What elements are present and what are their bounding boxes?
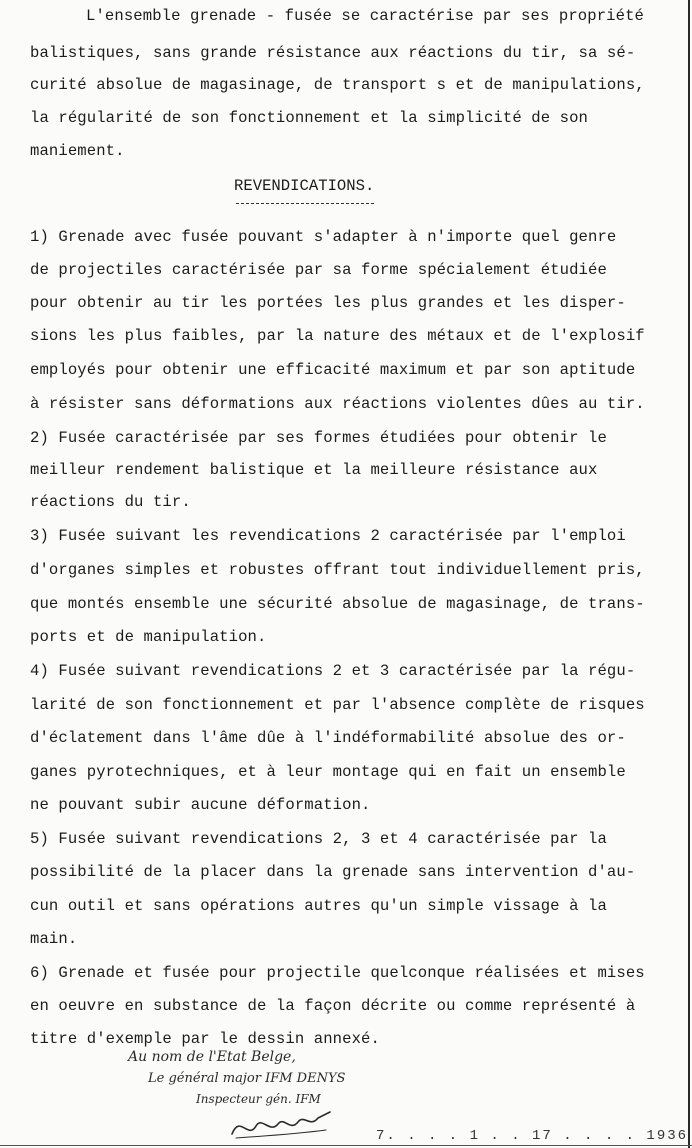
claim-2-line-3: réactions du tir. <box>30 493 191 511</box>
claim-6-line-2: en oeuvre en substance de la façon décrite ou comme représenté à <box>30 997 636 1015</box>
claim-1-line-4: sions les plus faibles, par la nature des métaux et de l'explosif <box>30 327 645 345</box>
signature-line-3: Inspecteur gén. IFM <box>196 1092 321 1106</box>
claim-5-line-2: possibilité de la placer dans la grenade sans intervention d'au- <box>30 863 636 881</box>
intro-line-2: balistiques, sans grande résistance aux réactions du tir, sa sé- <box>30 44 636 62</box>
claim-3-line-4: ports et de manipulation. <box>30 628 267 646</box>
intro-line-5: maniement. <box>30 142 125 160</box>
date-fragment: 7. . . . 1 . . 17 . . . . 1936 <box>376 1128 689 1144</box>
claim-4-line-4: ganes pyrotechniques, et à leur montage qui en fait un ensemble <box>30 763 626 781</box>
heading-underline <box>236 203 374 204</box>
claim-3-line-2: d'organes simples et robustes offrant tout individuellement pris, <box>30 561 645 579</box>
handwritten-signature <box>226 1104 336 1144</box>
intro-line-1: L'ensemble grenade - fusée se caractérise par ses propriété <box>86 7 645 25</box>
claim-5-line-4: main. <box>30 930 78 948</box>
claim-3-line-3: que montés ensemble une sécurité absolue de magasinage, de trans- <box>30 595 645 613</box>
claim-4-line-3: d'éclatement dans l'âme dûe à l'indéformabilité absolue des or- <box>30 729 626 747</box>
claim-1-line-1: 1) Grenade avec fusée pouvant s'adapter à n'importe quel genre <box>30 228 617 246</box>
claim-6-line-1: 6) Grenade et fusée pour projectile quelconque réalisées et mises <box>30 964 645 982</box>
claim-2-line-1: 2) Fusée caractérisée par ses formes étudiées pour obtenir le <box>30 429 607 447</box>
signature-line-1: Au nom de l'Etat Belge, <box>128 1049 296 1065</box>
claim-4-line-1: 4) Fusée suivant revendications 2 et 3 caractérisée par la régu- <box>30 662 636 680</box>
claim-4-line-2: larité de son fonctionnement et par l'absence complète de risques <box>30 696 645 714</box>
intro-line-4: la régularité de son fonctionnement et la simplicité de son <box>30 109 589 127</box>
claim-1-line-3: pour obtenir au tir les portées les plus grandes et les disper- <box>30 294 626 312</box>
claims-heading: REVENDICATIONS. <box>234 177 375 195</box>
page-bottom-edge <box>0 1145 692 1146</box>
claim-1-line-2: de projectiles caractérisée par sa forme spécialement étudiée <box>30 261 607 279</box>
claim-1-line-6: à résister sans déformations aux réactions violentes dûes au tir. <box>30 395 645 413</box>
claim-3-line-1: 3) Fusée suivant les revendications 2 caractérisée par l'emploi <box>30 527 626 545</box>
claim-6-line-3: titre d'exemple par le dessin annexé. <box>30 1030 380 1048</box>
intro-line-3: curité absolue de magasinage, de transport s et de manipulations, <box>30 76 645 94</box>
claim-5-line-3: cun outil et sans opérations autres qu'un simple vissage à la <box>30 897 607 915</box>
claim-2-line-2: meilleur rendement balistique et la meilleure résistance aux <box>30 461 598 479</box>
claim-4-line-5: ne pouvant subir aucune déformation. <box>30 796 371 814</box>
claim-1-line-5: employés pour obtenir une efficacité maximum et par son aptitude <box>30 361 636 379</box>
page-right-edge <box>688 0 690 1148</box>
signature-line-2: Le général major IFM DENYS <box>148 1071 346 1086</box>
claim-5-line-1: 5) Fusée suivant revendications 2, 3 et 4 caractérisée par la <box>30 830 607 848</box>
